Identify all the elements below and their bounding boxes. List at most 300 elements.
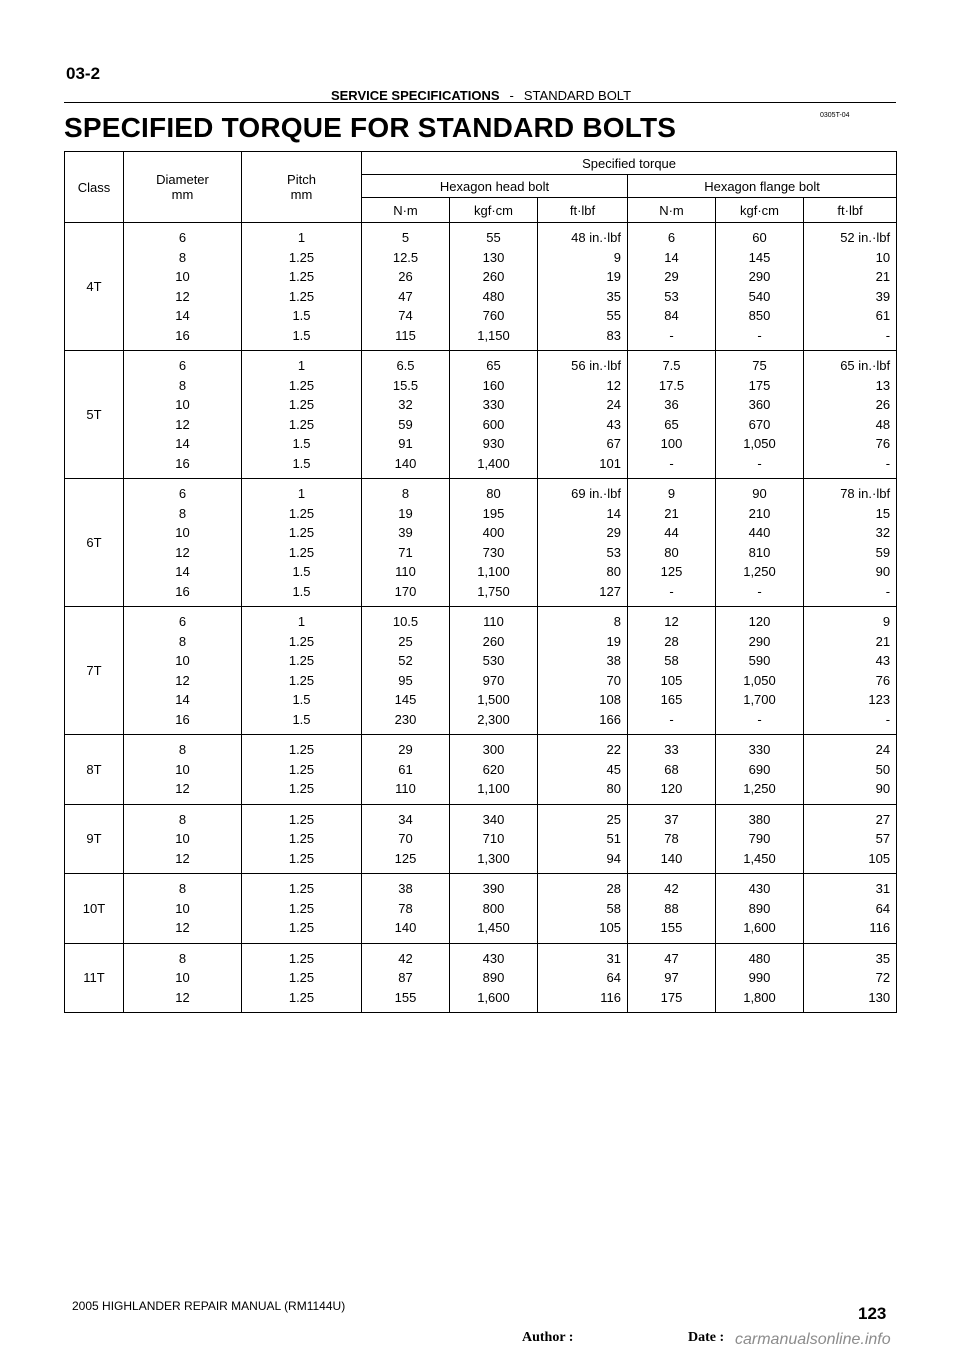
diameter-value: 6 — [178, 230, 187, 245]
head-ftlbf-value: 25 — [606, 811, 621, 827]
flange-ftlbf-value: 21 — [875, 633, 891, 649]
head-ftlbf-cell — [538, 479, 628, 607]
head-nm-value: 25 — [398, 633, 413, 649]
pitch-value: 1.25 — [288, 781, 315, 796]
head-kgf-value: 80 — [486, 486, 501, 501]
flange-nm-value: 14 — [664, 249, 679, 265]
flange-ftlbf-value: 78 in.·lbf — [840, 486, 891, 501]
head-nm-value: 74 — [398, 308, 413, 323]
flange-nm-value: 140 — [660, 850, 683, 866]
flange-nm-value: 100 — [660, 436, 683, 451]
head-ftlbf-value: 166 — [599, 711, 621, 727]
table-row — [65, 735, 897, 805]
diameter-cell — [124, 479, 242, 607]
flange-nm-value: 78 — [664, 831, 679, 846]
document-code: 0305T-04 — [820, 112, 850, 119]
class-cell: 5T — [65, 351, 124, 479]
header-diameter — [124, 152, 242, 223]
flange-ftlbf-value: 105 — [868, 850, 891, 866]
head-ftlbf-value: 48 in.·lbf — [571, 230, 621, 245]
pitch-value: 1.25 — [288, 288, 315, 304]
head-kgf-value: 260 — [482, 633, 505, 649]
head-ftlbf-value: 55 — [606, 308, 621, 323]
flange-kgf-cell — [716, 804, 804, 874]
head-kgf-value: 530 — [482, 653, 505, 668]
head-kgf-value: 110 — [483, 614, 504, 629]
flange-kgf-cell — [716, 351, 804, 479]
head-nm-value: 230 — [394, 711, 417, 727]
pitch-value: 1.25 — [288, 970, 315, 985]
flange-nm-value: 9 — [667, 486, 676, 501]
head-kgf-cell — [450, 943, 538, 1013]
section-title: SERVICE SPECIFICATIONS — [330, 88, 500, 103]
header-specified-torque: Specified torque — [362, 152, 897, 175]
head-ftlbf-value: 35 — [606, 288, 621, 304]
table-row — [65, 351, 897, 479]
flange-nm-value: 6 — [667, 230, 676, 245]
diameter-value: 8 — [178, 377, 187, 393]
head-ftlbf-value: 101 — [599, 455, 621, 471]
head-nm-value: 87 — [398, 970, 413, 985]
head-kgf-value: 1,750 — [477, 583, 510, 599]
pitch-value: 1.25 — [288, 269, 315, 284]
flange-nm-cell — [628, 804, 716, 874]
flange-ftlbf-value: 24 — [875, 742, 891, 757]
head-kgf-value: 600 — [482, 416, 505, 432]
head-nm-value: 170 — [394, 583, 417, 599]
header-unit: ft·lbf — [804, 198, 897, 223]
pitch-cell — [242, 735, 362, 805]
head-kgf-value: 760 — [482, 308, 505, 323]
flange-ftlbf-value: 48 — [875, 416, 891, 432]
flange-ftlbf-value: 21 — [875, 269, 891, 284]
flange-ftlbf-value: 72 — [875, 970, 891, 985]
head-kgf-value: 130 — [482, 249, 505, 265]
diameter-value: 8 — [178, 249, 187, 265]
header-unit: ft·lbf — [538, 198, 628, 223]
pitch-value: 1.5 — [292, 711, 311, 727]
header-diameter-label: Diameter — [156, 172, 209, 187]
pitch-value: 1.5 — [292, 564, 311, 579]
head-kgf-value: 2,300 — [477, 711, 510, 727]
head-kgf-value: 730 — [482, 544, 505, 560]
flange-kgf-value: - — [757, 583, 762, 599]
diameter-value: 8 — [178, 742, 187, 757]
pitch-cell — [242, 874, 362, 944]
head-ftlbf-value: 70 — [606, 672, 621, 688]
flange-kgf-value: 810 — [748, 544, 771, 560]
flange-kgf-value: 670 — [748, 416, 771, 432]
flange-ftlbf-value: 39 — [875, 288, 891, 304]
flange-ftlbf-value: 32 — [875, 525, 891, 540]
flange-nm-value: 84 — [664, 308, 679, 323]
flange-kgf-value: 380 — [748, 811, 771, 827]
diameter-value: 16 — [175, 327, 190, 343]
diameter-value: 10 — [175, 970, 190, 985]
flange-nm-value: 17.5 — [658, 377, 685, 393]
diameter-value: 14 — [175, 692, 190, 707]
flange-nm-value: 88 — [664, 900, 679, 916]
pitch-value: 1.5 — [292, 692, 311, 707]
diameter-value: 12 — [175, 850, 190, 866]
head-kgf-cell — [450, 607, 538, 735]
flange-kgf-value: 1,050 — [743, 436, 776, 451]
subsection-title: STANDARD BOLT — [523, 88, 632, 103]
pitch-value: 1.25 — [288, 881, 315, 896]
flange-nm-value: 105 — [660, 672, 683, 688]
pitch-value: 1 — [297, 486, 306, 501]
flange-ftlbf-value: 59 — [875, 544, 891, 560]
flange-ftlbf-cell — [804, 223, 897, 351]
flange-ftlbf-value: 43 — [875, 653, 891, 668]
flange-kgf-value: 120 — [748, 614, 771, 629]
flange-kgf-value: 1,250 — [743, 781, 776, 796]
head-kgf-value: 65 — [486, 358, 501, 373]
diameter-value: 12 — [175, 544, 190, 560]
flange-nm-value: 120 — [660, 781, 683, 796]
header-pitch — [242, 152, 362, 223]
flange-kgf-value: - — [757, 327, 762, 343]
head-kgf-value: 800 — [482, 900, 505, 916]
flange-kgf-value: 850 — [748, 308, 771, 323]
diameter-value: 10 — [175, 831, 190, 846]
flange-nm-value: 175 — [660, 989, 683, 1005]
head-ftlbf-cell — [538, 223, 628, 351]
head-nm-value: 140 — [394, 455, 417, 471]
pitch-value: 1.25 — [288, 633, 315, 649]
head-kgf-cell — [450, 223, 538, 351]
flange-kgf-value: 430 — [748, 881, 771, 896]
head-ftlbf-value: 105 — [599, 920, 621, 935]
flange-kgf-cell — [716, 479, 804, 607]
flange-nm-cell — [628, 943, 716, 1013]
head-nm-value: 47 — [398, 288, 413, 304]
head-kgf-value: 430 — [482, 950, 505, 966]
pitch-value: 1 — [297, 358, 306, 373]
flange-kgf-value: 440 — [748, 525, 771, 540]
head-nm-value: 10.5 — [392, 614, 419, 629]
diameter-value: 10 — [175, 397, 190, 412]
head-ftlbf-value: 53 — [606, 544, 621, 560]
head-kgf-value: 930 — [482, 436, 505, 451]
diameter-value: 12 — [175, 288, 190, 304]
head-ftlbf-cell — [538, 804, 628, 874]
head-ftlbf-value: 12 — [606, 377, 621, 393]
head-nm-cell — [362, 479, 450, 607]
pitch-value: 1.5 — [292, 308, 311, 323]
head-kgf-value: 55 — [486, 230, 501, 245]
pitch-cell — [242, 223, 362, 351]
flange-kgf-value: 690 — [748, 761, 771, 777]
head-ftlbf-value: 108 — [599, 692, 621, 707]
table-row — [65, 479, 897, 607]
head-nm-value: 8 — [401, 486, 410, 501]
diameter-value: 12 — [175, 989, 190, 1005]
head-ftlbf-cell — [538, 735, 628, 805]
flange-kgf-value: 540 — [748, 288, 771, 304]
flange-ftlbf-value: 10 — [875, 249, 891, 265]
flange-kgf-value: 790 — [748, 831, 771, 846]
diameter-value: 14 — [175, 564, 190, 579]
head-nm-value: 71 — [398, 544, 413, 560]
head-kgf-value: 1,600 — [477, 989, 510, 1005]
head-nm-value: 34 — [398, 811, 413, 827]
head-nm-cell — [362, 735, 450, 805]
flange-nm-value: 28 — [664, 633, 679, 649]
head-ftlbf-value: 83 — [606, 327, 621, 343]
table-row — [65, 223, 897, 351]
flange-ftlbf-value: 90 — [875, 564, 891, 579]
head-ftlbf-value: 80 — [606, 564, 621, 579]
flange-nm-cell — [628, 735, 716, 805]
flange-kgf-value: 60 — [752, 230, 767, 245]
head-ftlbf-value: 28 — [606, 881, 621, 896]
head-ftlbf-value: 69 in.·lbf — [571, 486, 621, 501]
page-title: SPECIFIED TORQUE FOR STANDARD BOLTS — [64, 112, 677, 143]
watermark: carmanualsonline.info — [735, 1331, 891, 1348]
flange-nm-value: 97 — [664, 970, 679, 985]
head-ftlbf-value: 19 — [606, 633, 621, 649]
flange-kgf-value: 90 — [752, 486, 767, 501]
head-ftlbf-value: 45 — [606, 761, 621, 777]
head-ftlbf-value: 127 — [599, 583, 621, 599]
diameter-value: 12 — [175, 672, 190, 688]
diameter-value: 12 — [175, 416, 190, 432]
flange-ftlbf-value: 9 — [882, 614, 891, 629]
pitch-value: 1.25 — [288, 377, 315, 393]
head-ftlbf-cell — [538, 874, 628, 944]
pitch-value: 1 — [297, 230, 306, 245]
flange-ftlbf-cell — [804, 351, 897, 479]
flange-kgf-value: - — [757, 455, 762, 471]
author-label: Author : — [522, 1330, 574, 1345]
diameter-value: 10 — [175, 761, 190, 777]
flange-ftlbf-value: 123 — [868, 692, 891, 707]
header-class: Class — [65, 152, 124, 223]
diameter-value: 6 — [178, 614, 187, 629]
diameter-value: 8 — [178, 633, 187, 649]
head-kgf-value: 340 — [482, 811, 505, 827]
diameter-cell — [124, 735, 242, 805]
head-ftlbf-value: 56 in.·lbf — [571, 358, 621, 373]
flange-nm-value: 65 — [664, 416, 679, 432]
head-kgf-value: 195 — [482, 505, 505, 521]
head-kgf-value: 1,150 — [477, 327, 510, 343]
flange-ftlbf-value: - — [885, 327, 891, 343]
head-nm-value: 12.5 — [392, 249, 419, 265]
flange-kgf-value: 175 — [748, 377, 771, 393]
diameter-value: 8 — [178, 505, 187, 521]
flange-nm-cell — [628, 607, 716, 735]
flange-ftlbf-value: 35 — [875, 950, 891, 966]
head-kgf-cell — [450, 735, 538, 805]
header-rule — [64, 102, 896, 103]
header-unit: kgf·cm — [450, 198, 538, 223]
flange-nm-value: 47 — [664, 950, 679, 966]
head-kgf-cell — [450, 479, 538, 607]
flange-nm-value: 33 — [664, 742, 679, 757]
flange-nm-value: 155 — [660, 920, 683, 935]
class-cell: 8T — [65, 735, 124, 805]
head-nm-value: 19 — [398, 505, 413, 521]
head-nm-value: 38 — [398, 881, 413, 896]
pitch-value: 1.25 — [288, 831, 315, 846]
header-hex-head: Hexagon head bolt — [362, 175, 628, 198]
head-kgf-value: 1,100 — [477, 781, 510, 796]
manual-title: 2005 HIGHLANDER REPAIR MANUAL (RM1144U) — [72, 1299, 346, 1313]
diameter-value: 16 — [175, 583, 190, 599]
head-ftlbf-value: 64 — [606, 970, 621, 985]
class-cell: 11T — [65, 943, 124, 1013]
flange-nm-value: 7.5 — [662, 358, 681, 373]
head-ftlbf-value: 38 — [606, 653, 621, 668]
flange-ftlbf-value: 64 — [875, 900, 891, 916]
header-unit: N·m — [628, 198, 716, 223]
flange-ftlbf-cell — [804, 874, 897, 944]
flange-ftlbf-value: 90 — [875, 781, 891, 796]
pitch-value: 1.25 — [288, 505, 315, 521]
diameter-value: 6 — [178, 486, 187, 501]
head-kgf-value: 1,500 — [477, 692, 510, 707]
head-ftlbf-cell — [538, 351, 628, 479]
diameter-value: 10 — [175, 525, 190, 540]
class-cell: 10T — [65, 874, 124, 944]
head-ftlbf-value: 94 — [606, 850, 621, 866]
date-label: Date : — [688, 1330, 725, 1345]
class-cell: 9T — [65, 804, 124, 874]
head-nm-value: 52 — [398, 653, 413, 668]
pitch-value: 1.25 — [288, 811, 315, 827]
head-nm-value: 39 — [398, 525, 413, 540]
diameter-value: 8 — [178, 811, 187, 827]
head-ftlbf-cell — [538, 943, 628, 1013]
flange-ftlbf-value: 27 — [875, 811, 891, 827]
diameter-value: 6 — [178, 358, 187, 373]
flange-nm-value: 165 — [660, 692, 683, 707]
head-kgf-value: 160 — [482, 377, 505, 393]
pitch-value: 1.25 — [288, 950, 315, 966]
head-kgf-value: 480 — [482, 288, 505, 304]
diameter-value: 14 — [175, 436, 190, 451]
head-kgf-value: 970 — [482, 672, 505, 688]
head-kgf-cell — [450, 804, 538, 874]
pitch-value: 1.25 — [288, 249, 315, 265]
head-kgf-value: 260 — [482, 269, 505, 284]
head-nm-value: 6.5 — [396, 358, 415, 373]
pitch-value: 1.25 — [288, 761, 315, 777]
diameter-value: 12 — [175, 781, 190, 796]
head-ftlbf-value: 43 — [606, 416, 621, 432]
flange-kgf-value: 290 — [748, 269, 771, 284]
pitch-value: 1.5 — [292, 436, 311, 451]
head-ftlbf-value: 67 — [606, 436, 621, 451]
flange-nm-value: 36 — [664, 397, 679, 412]
pitch-cell — [242, 351, 362, 479]
head-nm-value: 110 — [395, 781, 416, 796]
page-number: 03-2 — [66, 64, 101, 83]
flange-kgf-value: 1,050 — [743, 672, 776, 688]
head-nm-value: 95 — [398, 672, 413, 688]
head-nm-value: 140 — [394, 920, 417, 935]
flange-ftlbf-value: 15 — [875, 505, 891, 521]
flange-kgf-value: - — [757, 711, 762, 727]
flange-nm-cell — [628, 479, 716, 607]
flange-nm-cell — [628, 874, 716, 944]
pitch-cell — [242, 943, 362, 1013]
table-row — [65, 804, 897, 874]
class-cell: 7T — [65, 607, 124, 735]
head-kgf-value: 890 — [482, 970, 505, 985]
head-kgf-value: 1,100 — [477, 564, 510, 579]
flange-kgf-value: 590 — [748, 653, 771, 668]
flange-ftlbf-value: 61 — [875, 308, 891, 323]
head-ftlbf-value: 116 — [600, 989, 621, 1005]
head-ftlbf-value: 22 — [606, 742, 621, 757]
diameter-value: 8 — [178, 881, 187, 896]
pitch-value: 1.5 — [292, 455, 311, 471]
diameter-value: 16 — [175, 711, 190, 727]
head-ftlbf-value: 58 — [606, 900, 621, 916]
flange-kgf-value: 1,700 — [743, 692, 776, 707]
pitch-value: 1.25 — [288, 672, 315, 688]
flange-kgf-value: 1,450 — [743, 850, 776, 866]
diameter-cell — [124, 804, 242, 874]
diameter-value: 10 — [175, 653, 190, 668]
head-ftlbf-cell — [538, 607, 628, 735]
flange-ftlbf-cell — [804, 804, 897, 874]
flange-ftlbf-value: 13 — [875, 377, 891, 393]
head-ftlbf-value: 24 — [606, 397, 621, 412]
head-nm-value: 5 — [401, 230, 410, 245]
head-kgf-value: 1,450 — [477, 920, 510, 935]
class-cell: 4T — [65, 223, 124, 351]
head-kgf-value: 710 — [482, 831, 505, 846]
flange-nm-value: 125 — [660, 564, 683, 579]
head-nm-cell — [362, 223, 450, 351]
flange-nm-cell — [628, 223, 716, 351]
pitch-value: 1.5 — [292, 327, 311, 343]
flange-ftlbf-value: 76 — [875, 436, 891, 451]
flange-nm-value: 53 — [664, 288, 679, 304]
head-kgf-cell — [450, 351, 538, 479]
head-ftlbf-value: 9 — [613, 249, 621, 265]
flange-kgf-value: 330 — [748, 742, 771, 757]
head-nm-value: 125 — [394, 850, 417, 866]
flange-kgf-value: 360 — [748, 397, 771, 412]
head-kgf-value: 330 — [482, 397, 505, 412]
flange-kgf-value: 145 — [748, 249, 771, 265]
diameter-cell — [124, 607, 242, 735]
flange-nm-value: - — [669, 455, 674, 471]
flange-kgf-cell — [716, 874, 804, 944]
pitch-value: 1.25 — [288, 989, 315, 1005]
head-nm-value: 26 — [398, 269, 413, 284]
flange-nm-value: - — [669, 583, 674, 599]
header-separator: - — [509, 88, 514, 103]
head-nm-value: 15.5 — [392, 377, 419, 393]
head-nm-cell — [362, 351, 450, 479]
flange-ftlbf-cell — [804, 607, 897, 735]
pitch-value: 1.25 — [288, 397, 315, 412]
pitch-value: 1 — [297, 614, 306, 629]
head-ftlbf-value: 29 — [606, 525, 621, 540]
head-ftlbf-value: 51 — [606, 831, 621, 846]
head-ftlbf-value: 31 — [606, 950, 621, 966]
flange-ftlbf-value: 130 — [868, 989, 891, 1005]
flange-kgf-value: 1,250 — [743, 564, 776, 579]
head-nm-cell — [362, 874, 450, 944]
flange-kgf-value: 1,800 — [743, 989, 776, 1005]
